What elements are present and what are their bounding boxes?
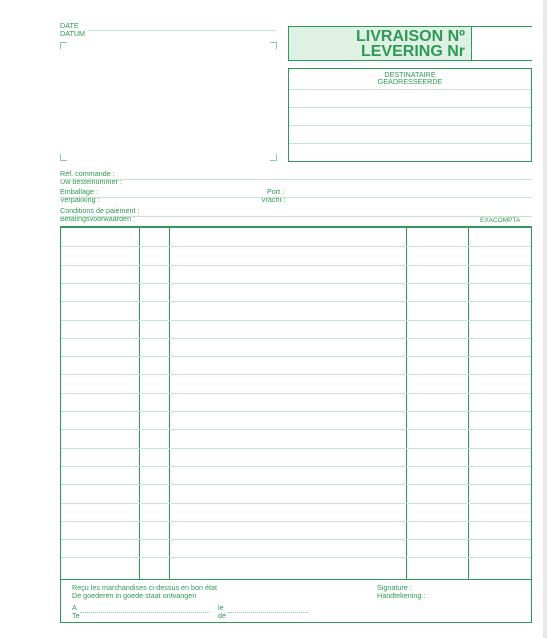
table-row-line[interactable] <box>61 466 531 467</box>
table-row-line[interactable] <box>61 320 531 321</box>
order-ref-line[interactable] <box>60 179 532 180</box>
port-label-nl: Vracht : <box>261 195 286 204</box>
corner-mark <box>60 42 67 49</box>
place-field-line[interactable] <box>80 612 210 613</box>
signature-field[interactable] <box>430 582 530 620</box>
table-column-divider <box>468 228 469 579</box>
table-column-divider <box>169 228 170 579</box>
received-label-fr: Reçu les marchandises ci-dessus en bon état <box>72 583 218 592</box>
packaging-port-line[interactable] <box>60 197 532 198</box>
recipient-line[interactable] <box>289 107 531 108</box>
table-row-line[interactable] <box>61 393 531 394</box>
place-label-nl: Te <box>72 611 80 620</box>
table-row-line[interactable] <box>61 374 531 375</box>
table-row-line[interactable] <box>61 484 531 485</box>
payment-label-nl: Betalingsvoorwaarden : <box>60 214 136 223</box>
table-row-line[interactable] <box>61 338 531 339</box>
table-row-line[interactable] <box>61 503 531 504</box>
table-row-line[interactable] <box>61 283 531 284</box>
date-on-label-nl: de <box>218 611 226 620</box>
place-label-fr: A <box>72 603 77 612</box>
page-edge <box>543 0 547 638</box>
recipient-label-nl: GEADRESSEERDE <box>377 77 443 86</box>
date-label-nl: DATUM <box>60 29 86 38</box>
reception-date-field-line[interactable] <box>228 612 308 613</box>
table-row-line[interactable] <box>61 246 531 247</box>
payment-line[interactable] <box>60 216 532 217</box>
recipient-line[interactable] <box>289 125 531 126</box>
items-table <box>60 226 532 580</box>
table-row-line[interactable] <box>61 429 531 430</box>
recipient-box <box>288 68 532 162</box>
signature-label-nl: Handtekening : <box>377 591 426 600</box>
table-row-line[interactable] <box>61 539 531 540</box>
date-on-label-fr: le <box>218 603 224 612</box>
recipient-line[interactable] <box>289 143 531 144</box>
packaging-label-fr: Emballage : <box>60 187 98 196</box>
table-row-line[interactable] <box>61 301 531 302</box>
title-nl: LEVERING Nr <box>360 43 465 60</box>
payment-label-fr: Conditions de paiement : <box>60 206 140 215</box>
delivery-number-field[interactable] <box>471 27 533 60</box>
port-label-fr: Port : <box>267 187 285 196</box>
table-row-line[interactable] <box>61 265 531 266</box>
table-column-divider <box>406 228 407 579</box>
title-fr: LIVRAISON Nº <box>356 28 465 45</box>
table-row-line[interactable] <box>61 448 531 449</box>
recipient-label-fr: DESTINATAIRE <box>384 70 436 79</box>
packaging-label-nl: Verpakking : <box>60 195 100 204</box>
brand-label: EXACOMPTA <box>480 217 521 224</box>
corner-mark <box>60 154 67 161</box>
table-column-divider <box>139 228 140 579</box>
date-field-line[interactable] <box>88 30 276 31</box>
date-label-fr: DATE <box>60 21 79 30</box>
order-ref-label-fr: Réf. commande : <box>60 169 115 178</box>
received-label-nl: De goederen in goede staat ontvangen <box>72 591 197 600</box>
table-row-line[interactable] <box>61 557 531 558</box>
corner-mark <box>270 42 277 49</box>
order-ref-label-nl: Uw bestelnummer : <box>60 177 122 186</box>
recipient-line[interactable] <box>289 89 531 90</box>
corner-mark <box>270 154 277 161</box>
title-box <box>288 26 532 61</box>
table-row-line[interactable] <box>61 411 531 412</box>
table-row-line[interactable] <box>61 356 531 357</box>
table-row-line[interactable] <box>61 521 531 522</box>
signature-label-fr: Signature : <box>377 583 412 592</box>
